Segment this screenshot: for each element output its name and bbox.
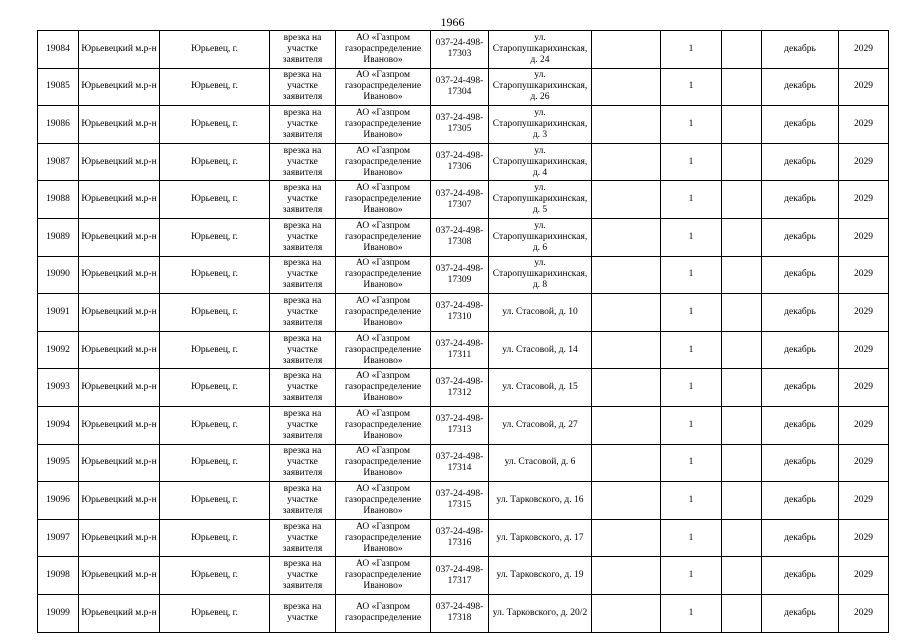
address-cell: ул. Тарковского, д. 17	[489, 519, 592, 557]
month-cell: декабрь	[762, 557, 839, 595]
address-cell: ул. Стасовой, д. 27	[489, 406, 592, 444]
gas-connection-table	[37, 30, 889, 633]
count-cell: 1	[661, 369, 722, 407]
record-number-cell: 19090	[38, 256, 79, 294]
count-cell: 1	[661, 482, 722, 520]
settlement-cell: Юрьевец, г.	[160, 406, 270, 444]
table-row	[38, 106, 889, 144]
year-cell: 2029	[839, 218, 889, 256]
page-number: 1966	[440, 15, 465, 29]
year-cell: 2029	[839, 482, 889, 520]
object-code-cell: 037-24-498-17316	[431, 519, 489, 557]
organization-cell: АО «Газпром газораспределение Иваново»	[336, 218, 431, 256]
empty-cell	[592, 406, 661, 444]
month-cell: декабрь	[762, 444, 839, 482]
year-cell: 2029	[839, 519, 889, 557]
settlement-cell: Юрьевец, г.	[160, 444, 270, 482]
empty-cell	[722, 181, 762, 219]
table-row	[38, 68, 889, 106]
year-cell: 2029	[839, 31, 889, 69]
connection-type-cell: врезка на участке заявителя	[270, 181, 336, 219]
settlement-cell: Юрьевец, г.	[160, 369, 270, 407]
settlement-cell: Юрьевец, г.	[160, 519, 270, 557]
organization-cell: АО «Газпром газораспределение Иваново»	[336, 369, 431, 407]
month-cell: декабрь	[762, 519, 839, 557]
object-code-cell: 037-24-498-17308	[431, 218, 489, 256]
settlement-cell: Юрьевец, г.	[160, 594, 270, 632]
address-cell: ул. Старопушкарихинская, д. 4	[489, 143, 592, 181]
year-cell: 2029	[839, 181, 889, 219]
empty-cell	[592, 106, 661, 144]
year-cell: 2029	[839, 68, 889, 106]
connection-type-cell: врезка на участке заявителя	[270, 256, 336, 294]
settlement-cell: Юрьевец, г.	[160, 256, 270, 294]
object-code-cell: 037-24-498-17303	[431, 31, 489, 69]
year-cell: 2029	[839, 331, 889, 369]
year-cell: 2029	[839, 557, 889, 595]
object-code-cell: 037-24-498-17304	[431, 68, 489, 106]
address-cell: ул. Старопушкарихинская, д. 8	[489, 256, 592, 294]
empty-cell	[592, 294, 661, 332]
district-cell: Юрьевецкий м.р-н	[79, 294, 160, 332]
district-cell: Юрьевецкий м.р-н	[79, 218, 160, 256]
address-cell: ул. Стасовой, д. 6	[489, 444, 592, 482]
organization-cell: АО «Газпром газораспределение Иваново»	[336, 406, 431, 444]
connection-type-cell: врезка на участке заявителя	[270, 143, 336, 181]
year-cell: 2029	[839, 143, 889, 181]
table-row	[38, 557, 889, 595]
count-cell: 1	[661, 444, 722, 482]
object-code-cell: 037-24-498-17311	[431, 331, 489, 369]
table-row	[38, 331, 889, 369]
record-number-cell: 19092	[38, 331, 79, 369]
count-cell: 1	[661, 331, 722, 369]
object-code-cell: 037-24-498-17317	[431, 557, 489, 595]
connection-type-cell: врезка на участке заявителя	[270, 406, 336, 444]
table-row	[38, 369, 889, 407]
district-cell: Юрьевецкий м.р-н	[79, 444, 160, 482]
address-cell: ул. Стасовой, д. 10	[489, 294, 592, 332]
count-cell: 1	[661, 68, 722, 106]
organization-cell: АО «Газпром газораспределение Иваново»	[336, 444, 431, 482]
count-cell: 1	[661, 519, 722, 557]
organization-cell: АО «Газпром газораспределение Иваново»	[336, 181, 431, 219]
object-code-cell: 037-24-498-17306	[431, 143, 489, 181]
month-cell: декабрь	[762, 68, 839, 106]
organization-cell: АО «Газпром газораспределение Иваново»	[336, 143, 431, 181]
table-body	[38, 31, 889, 633]
object-code-cell: 037-24-498-17305	[431, 106, 489, 144]
record-number-cell: 19087	[38, 143, 79, 181]
empty-cell	[592, 444, 661, 482]
connection-type-cell: врезка на участке заявителя	[270, 31, 336, 69]
record-number-cell: 19089	[38, 218, 79, 256]
record-number-cell: 19094	[38, 406, 79, 444]
empty-cell	[592, 369, 661, 407]
month-cell: декабрь	[762, 294, 839, 332]
organization-cell: АО «Газпром газораспределение Иваново»	[336, 482, 431, 520]
year-cell: 2029	[839, 294, 889, 332]
table-row	[38, 31, 889, 69]
month-cell: декабрь	[762, 143, 839, 181]
district-cell: Юрьевецкий м.р-н	[79, 181, 160, 219]
empty-cell	[592, 218, 661, 256]
settlement-cell: Юрьевец, г.	[160, 294, 270, 332]
organization-cell: АО «Газпром газораспределение Иваново»	[336, 106, 431, 144]
connection-type-cell: врезка на участке заявителя	[270, 331, 336, 369]
organization-cell: АО «Газпром газораспределение Иваново»	[336, 31, 431, 69]
table-row	[38, 444, 889, 482]
month-cell: декабрь	[762, 406, 839, 444]
object-code-cell: 037-24-498-17314	[431, 444, 489, 482]
district-cell: Юрьевецкий м.р-н	[79, 256, 160, 294]
count-cell: 1	[661, 294, 722, 332]
empty-cell	[722, 406, 762, 444]
empty-cell	[592, 557, 661, 595]
connection-type-cell: врезка на участке заявителя	[270, 482, 336, 520]
empty-cell	[722, 143, 762, 181]
object-code-cell: 037-24-498-17312	[431, 369, 489, 407]
district-cell: Юрьевецкий м.р-н	[79, 406, 160, 444]
connection-type-cell: врезка на участке	[270, 594, 336, 632]
record-number-cell: 19096	[38, 482, 79, 520]
record-number-cell: 19099	[38, 594, 79, 632]
address-cell: ул. Старопушкарихинская, д. 3	[489, 106, 592, 144]
empty-cell	[592, 331, 661, 369]
year-cell: 2029	[839, 594, 889, 632]
count-cell: 1	[661, 31, 722, 69]
address-cell: ул. Стасовой, д. 14	[489, 331, 592, 369]
empty-cell	[722, 68, 762, 106]
table-row	[38, 218, 889, 256]
district-cell: Юрьевецкий м.р-н	[79, 519, 160, 557]
year-cell: 2029	[839, 256, 889, 294]
object-code-cell: 037-24-498-17310	[431, 294, 489, 332]
record-number-cell: 19098	[38, 557, 79, 595]
count-cell: 1	[661, 181, 722, 219]
empty-cell	[722, 218, 762, 256]
table-row	[38, 482, 889, 520]
empty-cell	[592, 68, 661, 106]
district-cell: Юрьевецкий м.р-н	[79, 369, 160, 407]
connection-type-cell: врезка на участке заявителя	[270, 519, 336, 557]
count-cell: 1	[661, 143, 722, 181]
record-number-cell: 19097	[38, 519, 79, 557]
empty-cell	[722, 444, 762, 482]
address-cell: ул. Стасовой, д. 15	[489, 369, 592, 407]
empty-cell	[722, 331, 762, 369]
month-cell: декабрь	[762, 218, 839, 256]
settlement-cell: Юрьевец, г.	[160, 482, 270, 520]
count-cell: 1	[661, 594, 722, 632]
district-cell: Юрьевецкий м.р-н	[79, 482, 160, 520]
connection-type-cell: врезка на участке заявителя	[270, 369, 336, 407]
address-cell: ул. Тарковского, д. 16	[489, 482, 592, 520]
table-row	[38, 519, 889, 557]
object-code-cell: 037-24-498-17309	[431, 256, 489, 294]
table-row	[38, 294, 889, 332]
empty-cell	[722, 369, 762, 407]
settlement-cell: Юрьевец, г.	[160, 106, 270, 144]
district-cell: Юрьевецкий м.р-н	[79, 331, 160, 369]
organization-cell: АО «Газпром газораспределение Иваново»	[336, 68, 431, 106]
empty-cell	[592, 143, 661, 181]
year-cell: 2029	[839, 406, 889, 444]
organization-cell: АО «Газпром газораспределение	[336, 594, 431, 632]
address-cell: ул. Старопушкарихинская, д. 6	[489, 218, 592, 256]
address-cell: ул. Старопушкарихинская, д. 24	[489, 31, 592, 69]
record-number-cell: 19086	[38, 106, 79, 144]
month-cell: декабрь	[762, 106, 839, 144]
empty-cell	[592, 594, 661, 632]
organization-cell: АО «Газпром газораспределение Иваново»	[336, 331, 431, 369]
year-cell: 2029	[839, 106, 889, 144]
organization-cell: АО «Газпром газораспределение Иваново»	[336, 519, 431, 557]
object-code-cell: 037-24-498-17307	[431, 181, 489, 219]
empty-cell	[722, 519, 762, 557]
settlement-cell: Юрьевец, г.	[160, 31, 270, 69]
empty-cell	[592, 31, 661, 69]
record-number-cell: 19091	[38, 294, 79, 332]
month-cell: декабрь	[762, 369, 839, 407]
count-cell: 1	[661, 106, 722, 144]
empty-cell	[722, 557, 762, 595]
table-row	[38, 143, 889, 181]
record-number-cell: 19088	[38, 181, 79, 219]
table-row	[38, 594, 889, 632]
month-cell: декабрь	[762, 181, 839, 219]
count-cell: 1	[661, 557, 722, 595]
empty-cell	[722, 482, 762, 520]
object-code-cell: 037-24-498-17315	[431, 482, 489, 520]
settlement-cell: Юрьевец, г.	[160, 557, 270, 595]
year-cell: 2029	[839, 444, 889, 482]
count-cell: 1	[661, 256, 722, 294]
object-code-cell: 037-24-498-17313	[431, 406, 489, 444]
empty-cell	[592, 256, 661, 294]
connection-type-cell: врезка на участке заявителя	[270, 444, 336, 482]
count-cell: 1	[661, 406, 722, 444]
empty-cell	[592, 482, 661, 520]
district-cell: Юрьевецкий м.р-н	[79, 68, 160, 106]
settlement-cell: Юрьевец, г.	[160, 331, 270, 369]
month-cell: декабрь	[762, 482, 839, 520]
record-number-cell: 19093	[38, 369, 79, 407]
address-cell: ул. Старопушкарихинская, д. 26	[489, 68, 592, 106]
month-cell: декабрь	[762, 594, 839, 632]
settlement-cell: Юрьевец, г.	[160, 181, 270, 219]
empty-cell	[722, 256, 762, 294]
organization-cell: АО «Газпром газораспределение Иваново»	[336, 294, 431, 332]
district-cell: Юрьевецкий м.р-н	[79, 143, 160, 181]
district-cell: Юрьевецкий м.р-н	[79, 557, 160, 595]
month-cell: декабрь	[762, 331, 839, 369]
district-cell: Юрьевецкий м.р-н	[79, 31, 160, 69]
record-number-cell: 19095	[38, 444, 79, 482]
empty-cell	[722, 594, 762, 632]
address-cell: ул. Тарковского, д. 20/2	[489, 594, 592, 632]
address-cell: ул. Старопушкарихинская, д. 5	[489, 181, 592, 219]
organization-cell: АО «Газпром газораспределение Иваново»	[336, 557, 431, 595]
settlement-cell: Юрьевец, г.	[160, 68, 270, 106]
record-number-cell: 19084	[38, 31, 79, 69]
count-cell: 1	[661, 218, 722, 256]
empty-cell	[722, 31, 762, 69]
connection-type-cell: врезка на участке заявителя	[270, 557, 336, 595]
record-number-cell: 19085	[38, 68, 79, 106]
object-code-cell: 037-24-498-17318	[431, 594, 489, 632]
settlement-cell: Юрьевец, г.	[160, 218, 270, 256]
settlement-cell: Юрьевец, г.	[160, 143, 270, 181]
connection-type-cell: врезка на участке заявителя	[270, 68, 336, 106]
month-cell: декабрь	[762, 256, 839, 294]
district-cell: Юрьевецкий м.р-н	[79, 594, 160, 632]
connection-type-cell: врезка на участке заявителя	[270, 106, 336, 144]
empty-cell	[722, 106, 762, 144]
empty-cell	[722, 294, 762, 332]
connection-type-cell: врезка на участке заявителя	[270, 294, 336, 332]
empty-cell	[592, 181, 661, 219]
empty-cell	[592, 519, 661, 557]
organization-cell: АО «Газпром газораспределение Иваново»	[336, 256, 431, 294]
table-row	[38, 256, 889, 294]
year-cell: 2029	[839, 369, 889, 407]
table-row	[38, 181, 889, 219]
district-cell: Юрьевецкий м.р-н	[79, 106, 160, 144]
month-cell: декабрь	[762, 31, 839, 69]
table-row	[38, 406, 889, 444]
address-cell: ул. Тарковского, д. 19	[489, 557, 592, 595]
connection-type-cell: врезка на участке заявителя	[270, 218, 336, 256]
